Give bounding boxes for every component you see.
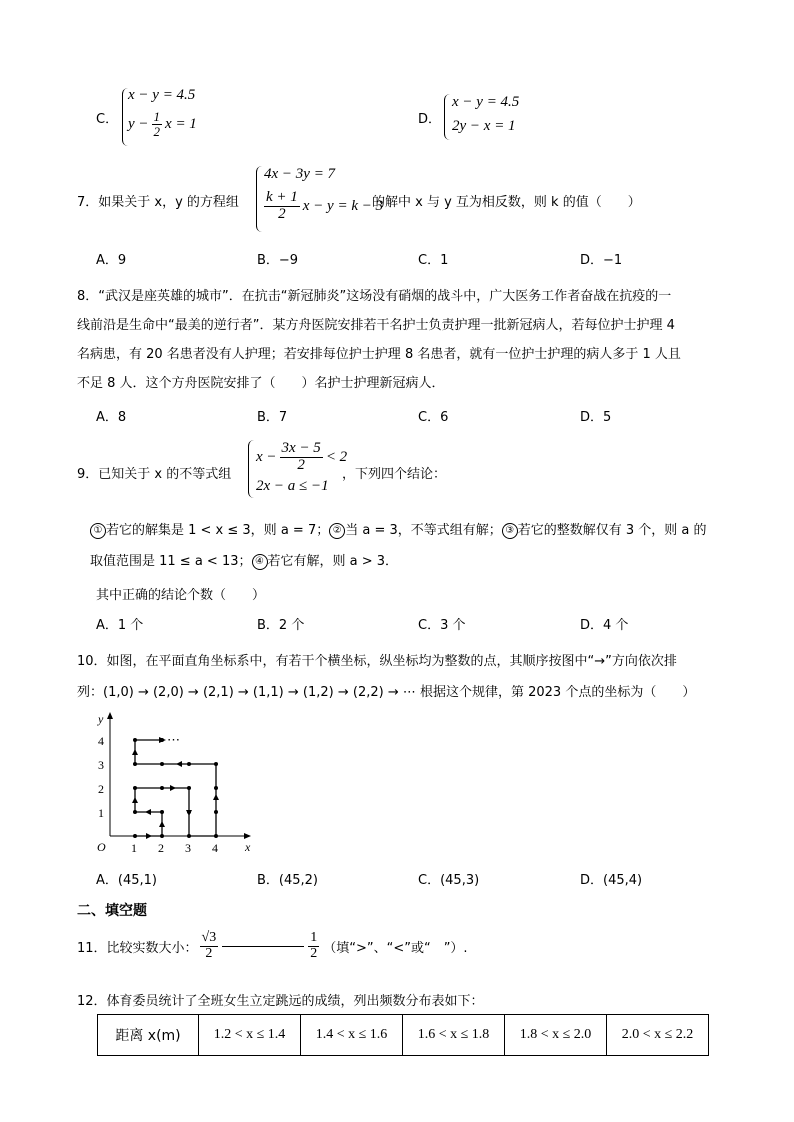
- q6-c-fraction: [152, 110, 163, 138]
- q11-lhs-fraction: [200, 931, 219, 961]
- table-header-cell: 1.4 < x ≤ 1.6: [301, 1015, 403, 1056]
- q8-line-4: 不足 8 人．这个方舟医院安排了（ ）名护士护理新冠病人．: [77, 376, 445, 391]
- q8-option-d: D．5: [580, 410, 612, 425]
- q6-option-c-label: C．: [96, 112, 119, 127]
- q6-option-c-eq2: [128, 110, 197, 138]
- q11-rhs-den: 2: [310, 945, 318, 961]
- q7-fraction: [264, 190, 300, 223]
- q8-option-b: B．7: [257, 410, 288, 425]
- table-header-cell: 2.0 < x ≤ 2.2: [607, 1015, 709, 1056]
- q6-c-eq2-pre: y −: [128, 115, 149, 132]
- q9-eq1-pre: x −: [256, 448, 277, 465]
- q7-option-a: A．9: [96, 253, 127, 268]
- q6-option-d-brace: [444, 94, 452, 140]
- q9-fraction: [280, 441, 323, 474]
- y-axis-label: y: [98, 712, 104, 726]
- q7-option-d: D．−1: [580, 253, 623, 268]
- x-axis-label: x: [245, 840, 251, 854]
- q6-c-frac-num: 1: [153, 109, 161, 124]
- section-title: 二、填空题: [77, 903, 147, 919]
- origin-label: O: [97, 840, 106, 854]
- q11-rhs-num: 1: [310, 930, 318, 945]
- q7-frac-den: 2: [278, 205, 286, 222]
- q9-conclusions-line-2: [90, 550, 398, 570]
- q9-prefix: 9．已知关于 x 的不等式组: [77, 467, 232, 482]
- q10-line-2: 列：(1,0) → (2,0) → (2,1) → (1,1) → (1,2) → (2,2) → ⋯ 根据这个规律，第 2023 个点的坐标为（ ）: [77, 685, 696, 700]
- q7-suffix: 的解中 x 与 y 互为相反数，则 k 的值（ ）: [372, 195, 641, 210]
- path-arrow-7: [213, 794, 219, 800]
- q9-conclusion-3: 若它的整数解仅有 3 个，则 a 的: [517, 523, 707, 538]
- q9-frac-den: 2: [297, 456, 305, 473]
- path-arrow-4: [132, 797, 138, 803]
- table-row: [98, 1015, 709, 1056]
- q7-eq1: 4x − 3y = 7: [264, 166, 336, 182]
- q11-prefix: 11．比较实数大小：: [77, 940, 198, 956]
- path-arrow-1: [146, 833, 152, 839]
- q6-c-frac-den: 2: [153, 123, 161, 139]
- q9-brace: [248, 440, 256, 498]
- q8-option-a: A．8: [96, 410, 127, 425]
- q11-line: [77, 931, 468, 961]
- q9-option-b: B．2 个: [257, 618, 305, 633]
- q9-option-c: C．3 个: [418, 618, 466, 633]
- table-header-cell: 1.8 < x ≤ 2.0: [505, 1015, 607, 1056]
- path-arrow-5: [170, 785, 176, 791]
- y-tick-3: 3: [98, 758, 104, 772]
- q11-lhs-den: 2: [205, 945, 213, 961]
- q9-circle-3: ③: [502, 523, 518, 539]
- q6-option-c-eq1: x − y = 4.5: [128, 87, 196, 103]
- q12-text: 12．体育委员统计了全班女生立定跳远的成绩，列出频数分布表如下：: [77, 994, 484, 1009]
- q7-eq2-post: x − y = k − 3: [302, 197, 384, 214]
- q9-circle-4: ④: [252, 554, 268, 570]
- q10-option-a: A．(45,1): [96, 873, 157, 888]
- q11-answer-blank[interactable]: [222, 946, 304, 947]
- q9-conclusion-4: 若它有解，则 a > 3．: [267, 554, 399, 569]
- table-header-cell: 1.2 < x ≤ 1.4: [199, 1015, 301, 1056]
- x-tick-2: 2: [158, 841, 164, 855]
- table-header-cell: 距离 x(m): [98, 1015, 199, 1056]
- q7-option-b: B．−9: [257, 253, 299, 268]
- q11-rhs-fraction: [308, 931, 319, 961]
- q9-eq1: [256, 441, 347, 474]
- q9-circle-1: ①: [90, 523, 106, 539]
- y-tick-2: 2: [98, 782, 104, 796]
- q11-suffix: （填“>”、“<”或“ ”）.: [323, 940, 468, 956]
- q9-option-a: A．1 个: [96, 618, 144, 633]
- q7-prefix: 7．如果关于 x，y 的方程组: [77, 195, 239, 210]
- x-tick-4: 4: [212, 841, 218, 855]
- q9-conclusion-2: 当 a = 3，不等式组有解；: [345, 523, 502, 538]
- q8-line-1: 8．“武汉是座英雄的城市”．在抗击“新冠肺炎”这场没有硝烟的战斗中，广大医务工作者奋战在抗疫的一: [77, 289, 672, 304]
- q6-c-eq2-post: x = 1: [165, 115, 197, 132]
- q7-eq2: [264, 190, 383, 223]
- q8-line-3: 名病患，有 20 名患者没有人护理；若安排每位护士护理 8 名患者，就有一位护士护理的病人多于 1 人且: [77, 347, 681, 362]
- path-arrow-9: [132, 749, 138, 755]
- q9-conclusions-line-1: [90, 519, 707, 539]
- frequency-table: [97, 1014, 709, 1056]
- table-header-cell: 1.6 < x ≤ 1.8: [403, 1015, 505, 1056]
- q9-question: 其中正确的结论个数（ ）: [96, 588, 266, 603]
- graph-ellipsis: ⋯: [167, 733, 180, 748]
- q8-option-c: C．6: [418, 410, 449, 425]
- path-arrow-2: [159, 821, 165, 827]
- q10-line-1: 10．如图，在平面直角坐标系中，有若干个横坐标，纵坐标均为整数的点，其顺序按图中“→”方向依次排: [77, 654, 677, 669]
- path-arrow-3: [145, 809, 151, 815]
- q9-option-d: D．4 个: [580, 618, 629, 633]
- q7-option-c: C．1: [418, 253, 449, 268]
- q7-brace: [256, 166, 264, 232]
- y-tick-1: 1: [98, 806, 104, 820]
- q9-suffix: ，下列四个结论：: [342, 467, 447, 482]
- q10-option-d: D．(45,4): [580, 873, 643, 888]
- q10-option-b: B．(45,2): [257, 873, 319, 888]
- x-tick-3: 3: [185, 841, 191, 855]
- q9-conclusion-1: 若它的解集是 1 < x ≤ 3，则 a = 7；: [106, 523, 330, 538]
- q7-frac-num: k + 1: [266, 189, 298, 205]
- path-arrow-8: [176, 761, 182, 767]
- q6-option-d-eq1: x − y = 4.5: [452, 94, 520, 110]
- q9-eq1-post: < 2: [325, 448, 348, 465]
- x-axis-arrow: [244, 833, 251, 839]
- y-axis-arrow: [107, 712, 113, 719]
- q9-circle-2: ②: [329, 523, 345, 539]
- q9-eq2: 2x − a ≤ −1: [256, 478, 329, 494]
- q10-coordinate-graph: [88, 706, 263, 856]
- q10-option-c: C．(45,3): [418, 873, 480, 888]
- q8-line-2: 线前沿是生命中“最美的逆行者”．某方舟医院安排若干名护士负责护理一批新冠病人，若每位护士护理 4: [77, 318, 675, 333]
- q11-lhs-num: √3: [201, 930, 217, 945]
- y-tick-4: 4: [98, 734, 104, 748]
- q6-option-d-label: D．: [418, 112, 442, 127]
- q9-conclusion-3-cont: 取值范围是 11 ≤ a < 13；: [90, 554, 252, 569]
- q9-frac-num: 3x − 5: [281, 440, 321, 456]
- x-tick-1: 1: [131, 841, 137, 855]
- q6-option-d-eq2: 2y − x = 1: [452, 118, 516, 134]
